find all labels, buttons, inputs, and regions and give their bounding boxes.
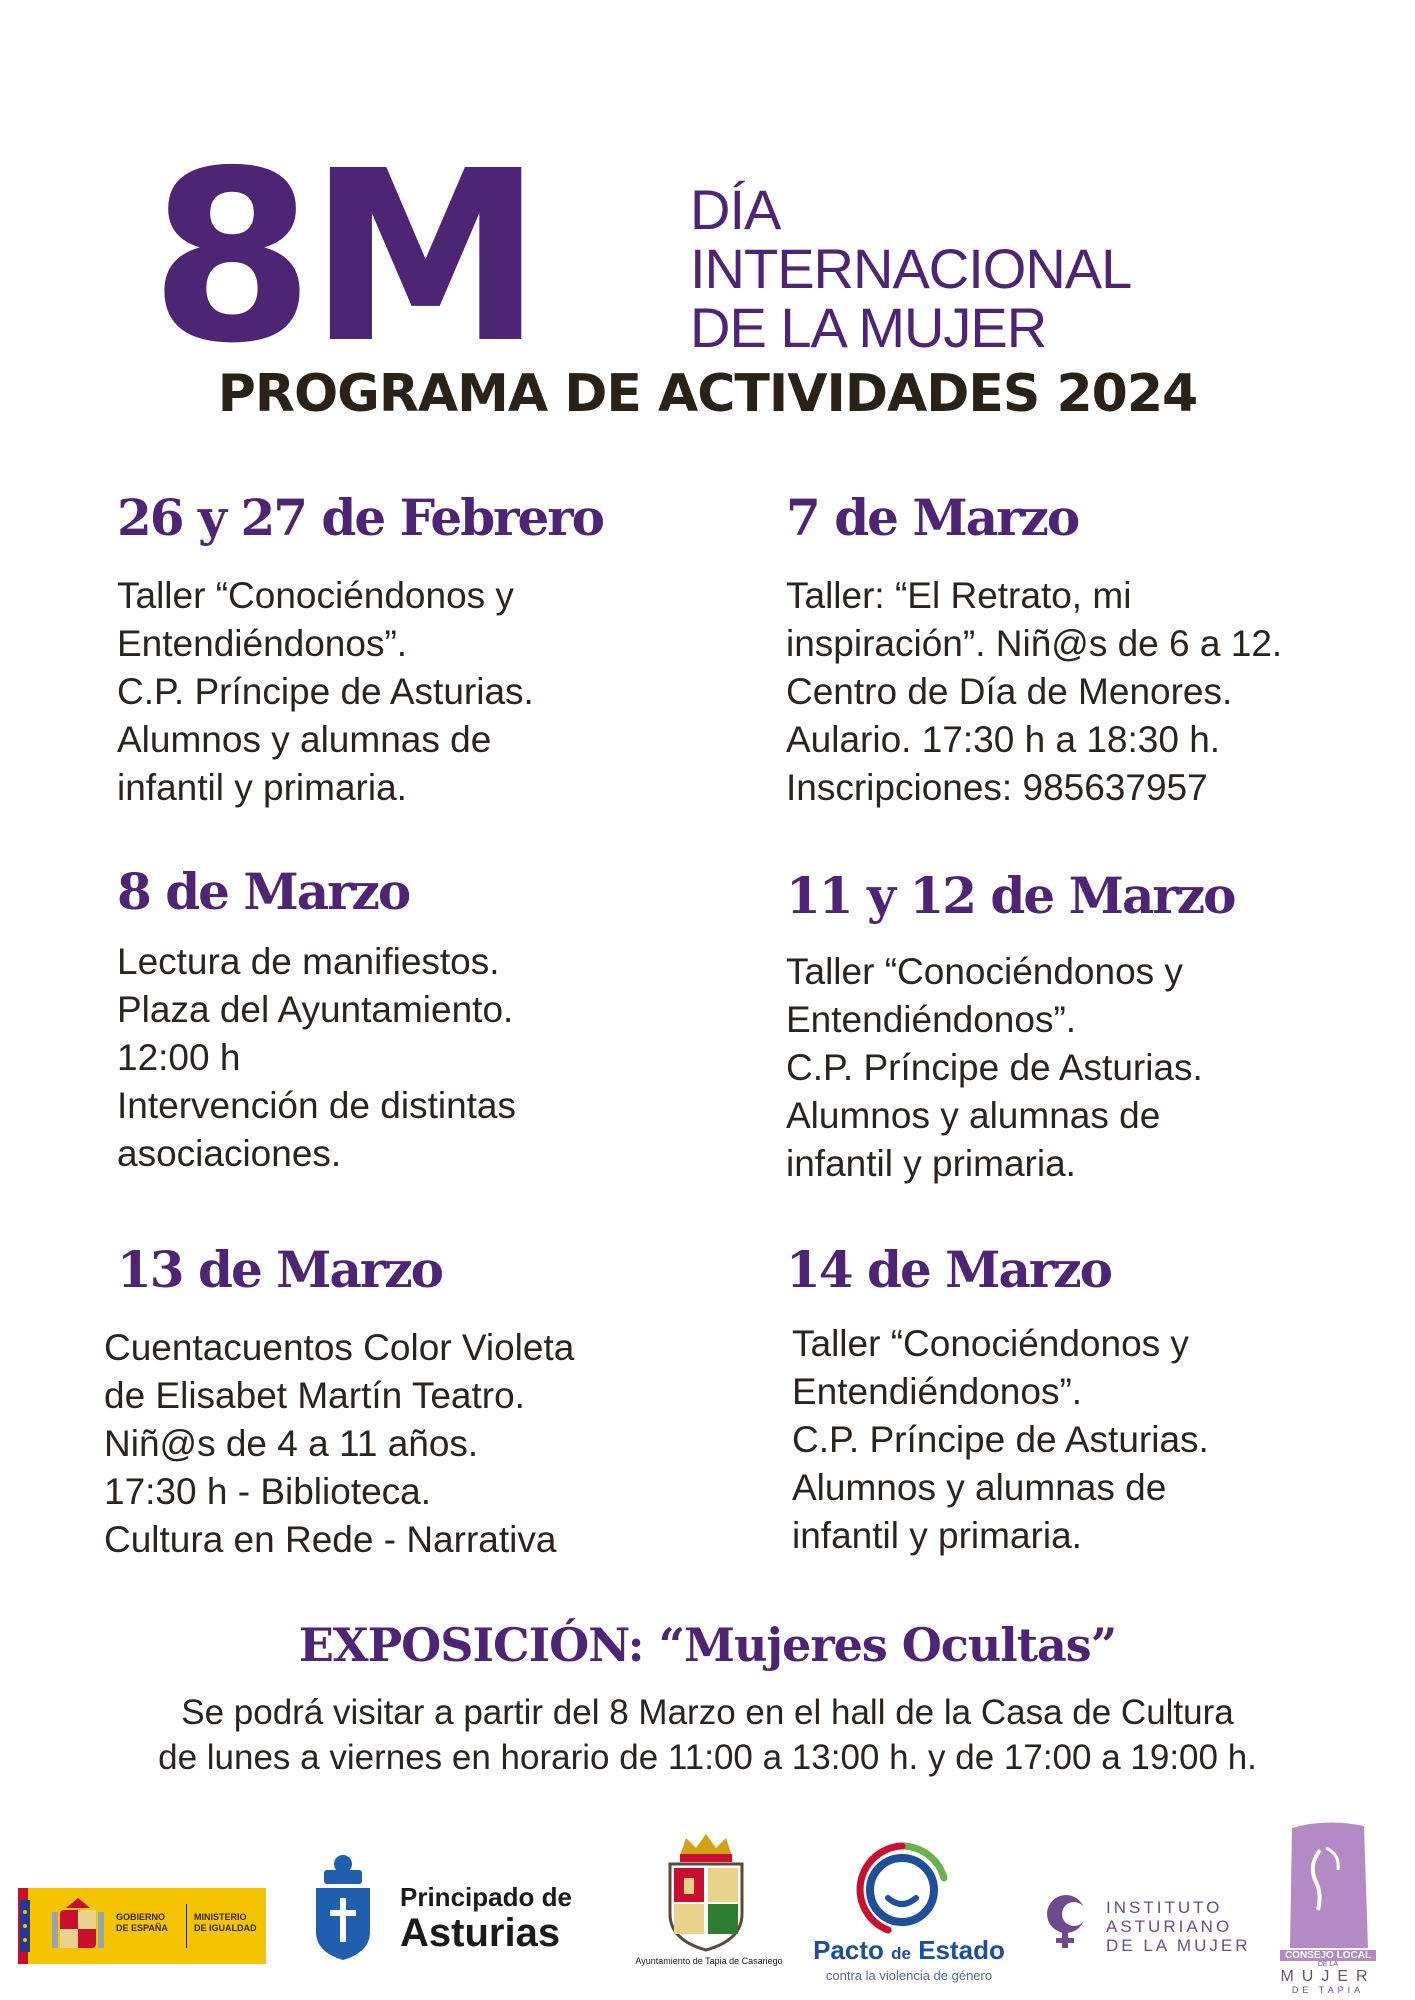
pacto-caption: contra la violencia de género [825,1968,993,1983]
event-line: infantil y primaria. [786,1143,1076,1184]
pacto-estado-icon [848,1838,956,1942]
event-line: Taller “Conociéndonos y [117,575,514,616]
principado-line: Principado de [400,1882,572,1912]
event-line: Cultura en Rede - Narrativa [104,1519,557,1560]
event-date: 14 de Marzo [786,1240,1111,1299]
day-subtitle [690,180,1131,357]
event-line: Entendiéndonos”. [792,1371,1083,1412]
gobierno-text [116,1912,168,1934]
event-line: de Elisabet Martín Teatro. [104,1375,525,1416]
consejo-mujer-icon [1286,1820,1370,1950]
event-line: Entendiéndonos”. [786,999,1077,1040]
eu-flag-icon [20,1900,26,1952]
subtitle-line: DÍA [690,178,781,241]
event-line: Lectura de manifiestos. [117,941,500,982]
gobierno-line: GOBIERNO [116,1912,166,1922]
instituto-line: ASTURIANO [1106,1917,1233,1936]
ministerio-text [194,1912,257,1934]
event-line: Entendiéndonos”. [117,623,408,664]
event-line: C.P. Príncipe de Asturias. [792,1419,1209,1460]
subtitle-line: INTERNACIONAL [690,237,1132,300]
event-line: Taller “Conociéndonos y [786,951,1183,992]
event-description [104,1324,574,1564]
event-line: 12:00 h [117,1037,241,1078]
gobierno-line: DE ESPAÑA [116,1923,168,1933]
instituto-line: INSTITUTO [1106,1898,1223,1917]
exhibition-description [0,1690,1415,1780]
instituto-text [1106,1898,1250,1955]
pacto-text [812,1936,1006,1983]
event-line: infantil y primaria. [117,767,407,808]
event-line: Taller: “El Retrato, mi [786,575,1132,616]
event-line: 17:30 h - Biblioteca. [104,1471,432,1512]
coat-of-arms-spain-icon [48,1896,108,1956]
event-line: Centro de Día de Menores. [786,671,1233,712]
pacto-title [812,1936,1006,1968]
consejo-line: DE LA [1317,1961,1339,1968]
big-8m-title: 8M [150,120,538,395]
event-line: infantil y primaria. [792,1515,1082,1556]
ministerio-line: DE IGUALDAD [194,1923,257,1933]
event-description [786,572,1282,812]
event-date: 13 de Marzo [117,1240,442,1299]
event-description [117,938,516,1178]
event-date: 26 y 27 de Febrero [117,488,603,547]
event-date: 7 de Marzo [786,488,1079,547]
pacto-word: Pacto [813,1935,884,1965]
event-line: Inscripciones: 985637957 [786,767,1208,808]
principado-text [400,1882,572,1954]
event-line: Alumnos y alumnas de [117,719,492,760]
event-line: C.P. Príncipe de Asturias. [786,1047,1203,1088]
asturias-crest-icon [310,1852,376,1962]
event-line: Plaza del Ayuntamiento. [117,989,514,1030]
gobierno-espana-logo [18,1888,266,1964]
instituto-line: DE LA MUJER [1106,1936,1251,1955]
consejo-text [1280,1950,1376,1995]
instituto-mujer-icon [1044,1892,1096,1950]
event-line: Intervención de distintas [117,1085,517,1126]
event-line: Aulario. 17:30 h a 18:30 h. [786,719,1221,760]
consejo-line: MUJER [1280,1968,1376,1985]
event-line: Cuentacuentos Color Violeta [104,1327,575,1368]
principado-line: Asturias [400,1911,561,1955]
event-line: Taller “Conociéndonos y [792,1323,1189,1364]
subtitle-line: DE LA MUJER [690,296,1047,359]
exhibition-line: Se podrá visitar a partir del 8 Marzo en el hall de la Casa de Cultura [181,1693,1234,1732]
event-date: 8 de Marzo [117,862,410,921]
event-description [117,572,534,812]
ministerio-line: MINISTERIO [194,1912,247,1922]
pacto-word: de [891,1944,911,1963]
consejo-line: CONSEJO LOCAL [1280,1950,1376,1961]
program-title: PROGRAMA DE ACTIVIDADES 2024 [217,364,1198,424]
event-description [792,1320,1209,1560]
consejo-line: DE TAPIA [1291,1985,1365,1995]
event-description [786,948,1203,1188]
event-line: asociaciones. [117,1133,342,1174]
event-line: Alumnos y alumnas de [786,1095,1161,1136]
pacto-word: Estado [918,1935,1005,1965]
exhibition-line: de lunes a viernes en horario de 11:00 a 13:00 h. y de 17:00 a 19:00 h. [158,1738,1257,1777]
exhibition-title: EXPOSICIÓN: “Mujeres Ocultas” [298,1618,1117,1672]
event-line: C.P. Príncipe de Asturias. [117,671,534,712]
event-line: inspiración”. Niñ@s de 6 a 12. [786,623,1283,664]
event-date: 11 y 12 de Marzo [786,866,1235,925]
event-line: Alumnos y alumnas de [792,1467,1167,1508]
event-line: Niñ@s de 4 a 11 años. [104,1423,479,1464]
ayuntamiento-caption: Ayuntamiento de Tapia de Casariego [635,1956,783,1966]
tapia-coat-of-arms-icon [660,1832,752,1952]
